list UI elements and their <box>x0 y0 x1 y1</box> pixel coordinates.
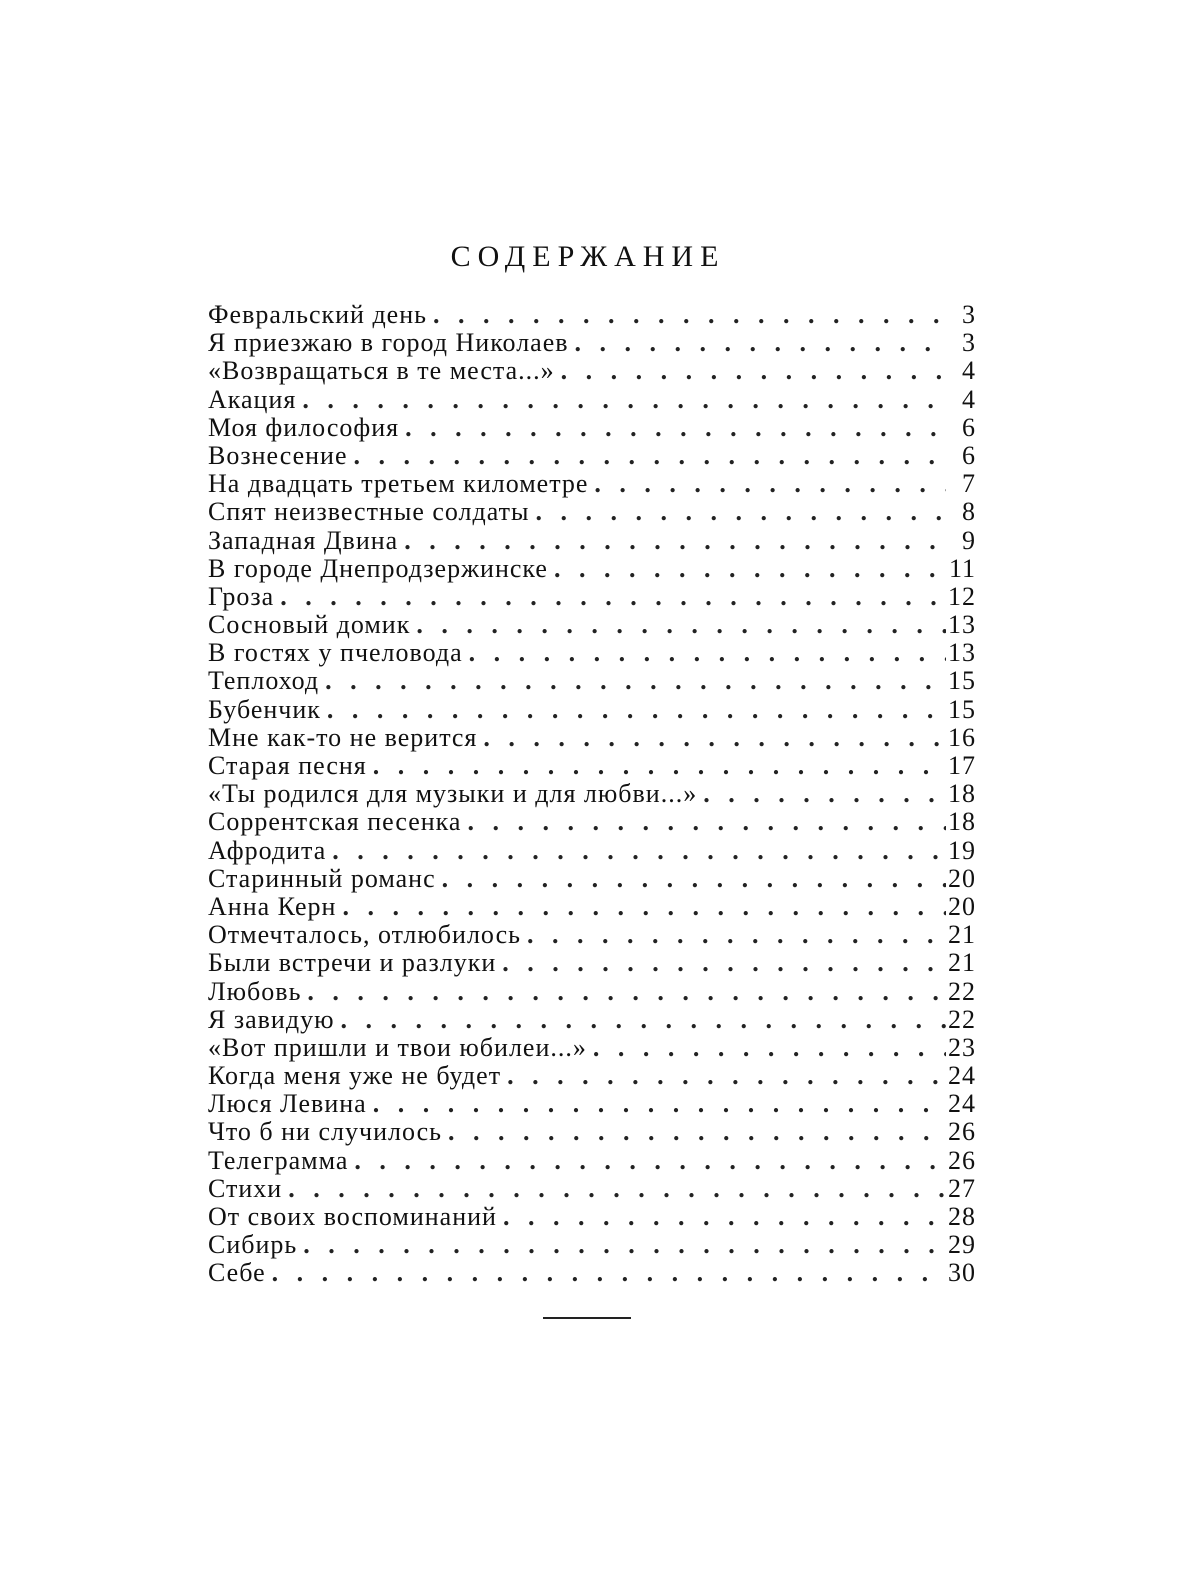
toc-entry <box>208 414 976 442</box>
toc-entry-page: 4 <box>962 356 976 386</box>
toc-entry-title: Спят неизвестные солдаты <box>208 497 530 527</box>
dot-leader <box>335 1006 947 1034</box>
page-title: СОДЕРЖАНИЕ <box>450 240 726 273</box>
toc-entry-title: «Ты родился для музыки и для любви...» <box>208 779 698 809</box>
toc-entry <box>208 611 976 639</box>
toc-entry <box>208 357 976 385</box>
toc-entry-page: 18 <box>948 779 976 809</box>
toc-entry <box>208 696 976 724</box>
toc-entry <box>208 837 976 865</box>
toc-entry-page: 13 <box>948 610 976 640</box>
toc-entry-page: 4 <box>962 384 976 414</box>
toc-entry-title: Отмечталось, отлюбилось <box>208 920 521 950</box>
toc-entry <box>208 1259 976 1287</box>
toc-entry-title: От своих воспоминаний <box>208 1202 497 1231</box>
toc-entry-page: 18 <box>948 807 976 837</box>
toc-entry-title: Моя философия <box>208 412 400 442</box>
toc-entry-title: Акация <box>208 384 297 414</box>
toc-entry <box>208 442 976 470</box>
toc-entry-title: Старая песня <box>208 751 367 780</box>
toc-entry-page: 13 <box>948 638 976 668</box>
toc-entry <box>208 1118 976 1146</box>
toc-entry-title: Сибирь <box>208 1230 298 1260</box>
toc-entry-title: Старинный романс <box>208 863 436 893</box>
dot-leader <box>347 442 946 470</box>
toc-entry <box>208 978 976 1006</box>
toc-entry <box>208 893 976 921</box>
toc-entry-page: 20 <box>948 863 976 893</box>
toc-entry <box>208 921 976 949</box>
toc-entry-page: 27 <box>948 1173 976 1203</box>
toc-entry-page: 21 <box>948 948 976 978</box>
dot-leader <box>497 1203 946 1231</box>
toc-entry-title: Когда меня уже не будет <box>208 1061 502 1091</box>
dot-leader <box>410 611 946 639</box>
toc-entry-page: 11 <box>948 553 976 583</box>
toc-entry-page: 15 <box>948 694 976 724</box>
toc-entry-page: 24 <box>948 1061 976 1091</box>
toc-entry-title: Афродита <box>208 835 327 865</box>
toc-entry-title: В городе Днепродзержинске <box>208 553 548 583</box>
dot-leader <box>555 357 946 385</box>
toc-entry <box>208 1175 976 1203</box>
dot-leader <box>442 1118 946 1146</box>
dot-leader <box>398 527 946 555</box>
toc-entry-title: «Вот пришли и твои юбилеи...» <box>208 1032 587 1062</box>
dot-leader <box>501 1062 946 1090</box>
toc-entry-page: 3 <box>962 328 976 358</box>
toc-entry <box>208 1147 976 1175</box>
dot-leader <box>321 696 946 724</box>
toc-entry <box>208 780 976 808</box>
toc-entry-page: 29 <box>948 1230 976 1260</box>
toc-entry <box>208 329 976 357</box>
toc-entry-title: Мне как-то не верится <box>208 722 478 752</box>
toc-entry-page: 23 <box>948 1032 976 1062</box>
toc-entry <box>208 1090 976 1118</box>
table-of-contents <box>208 301 976 1288</box>
toc-entry-title: Были встречи и разлуки <box>208 948 497 978</box>
dot-leader <box>529 498 946 526</box>
toc-entry-title: Телеграмма <box>208 1145 349 1175</box>
end-divider <box>543 1317 631 1319</box>
toc-entry-title: Вознесение <box>208 440 348 470</box>
toc-entry-page: 26 <box>948 1117 976 1147</box>
toc-entry-page: 12 <box>948 581 976 611</box>
toc-entry <box>208 865 976 893</box>
toc-entry-page: 21 <box>948 920 976 950</box>
toc-entry-title: «Возвращаться в те места...» <box>208 356 555 386</box>
toc-entry-title: Февральский день <box>208 300 427 329</box>
toc-entry-title: Анна Керн <box>208 891 337 921</box>
toc-entry-title: Что б ни случилось <box>208 1117 442 1147</box>
toc-entry-page: 19 <box>948 835 976 865</box>
toc-entry <box>208 498 976 526</box>
toc-entry <box>208 301 976 329</box>
toc-entry-page: 7 <box>962 469 976 499</box>
toc-entry <box>208 949 976 977</box>
dot-leader <box>548 555 946 583</box>
toc-entry-title: Стихи <box>208 1173 283 1203</box>
dot-leader <box>697 780 946 808</box>
toc-entry-page: 22 <box>948 976 976 1006</box>
toc-entry <box>208 639 976 667</box>
toc-entry-page: 9 <box>962 525 976 555</box>
toc-entry <box>208 583 976 611</box>
toc-entry-page: 30 <box>948 1258 976 1288</box>
toc-entry-page: 20 <box>948 891 976 921</box>
dot-leader <box>436 865 946 893</box>
toc-entry-title: Теплоход <box>208 666 320 696</box>
toc-entry-page: 24 <box>948 1089 976 1119</box>
toc-entry-title: Любовь <box>208 976 302 1006</box>
toc-entry <box>208 1231 976 1259</box>
toc-entry <box>208 1034 976 1062</box>
toc-entry-page: 16 <box>948 722 976 752</box>
dot-leader <box>521 921 946 949</box>
toc-entry-page: 22 <box>948 1004 976 1034</box>
dot-leader <box>266 1259 946 1287</box>
toc-entry-page: 8 <box>962 497 976 527</box>
toc-entry-title: Гроза <box>208 581 275 611</box>
toc-entry-title: Люся Левина <box>208 1089 367 1119</box>
toc-entry-title: На двадцать третьем километре <box>208 469 589 499</box>
dot-leader <box>274 583 946 611</box>
dot-leader <box>336 893 946 921</box>
toc-entry <box>208 1006 976 1034</box>
dot-leader <box>588 470 946 498</box>
dot-leader <box>399 414 946 442</box>
toc-entry <box>208 386 976 414</box>
dot-leader <box>348 1147 946 1175</box>
toc-entry-page: 3 <box>962 300 976 329</box>
dot-leader <box>461 808 946 836</box>
dot-leader <box>319 667 946 695</box>
toc-entry <box>208 724 976 752</box>
dot-leader <box>326 837 946 865</box>
toc-entry <box>208 808 976 836</box>
toc-entry-title: Себе <box>208 1258 266 1288</box>
toc-entry-title: Западная Двина <box>208 525 399 555</box>
dot-leader <box>477 724 946 752</box>
dot-leader <box>297 1231 946 1259</box>
toc-entry <box>208 667 976 695</box>
toc-entry-page: 28 <box>948 1202 976 1231</box>
dot-leader <box>463 639 946 667</box>
dot-leader <box>569 329 946 357</box>
dot-leader <box>282 1175 946 1203</box>
toc-entry-page: 6 <box>962 440 976 470</box>
dot-leader <box>367 752 946 780</box>
dot-leader <box>301 978 946 1006</box>
toc-entry-title: Соррентская песенка <box>208 807 462 837</box>
toc-entry <box>208 1203 976 1231</box>
toc-entry-title: Я завидую <box>208 1004 335 1034</box>
toc-entry <box>208 555 976 583</box>
dot-leader <box>496 949 946 977</box>
dot-leader <box>296 386 946 414</box>
toc-entry <box>208 1062 976 1090</box>
toc-entry-title: Сосновый домик <box>208 610 411 640</box>
toc-entry-page: 26 <box>948 1145 976 1175</box>
dot-leader <box>427 301 946 329</box>
toc-entry-title: Бубенчик <box>208 694 321 724</box>
toc-entry-title: В гостях у пчеловода <box>208 638 463 668</box>
dot-leader <box>587 1034 946 1062</box>
toc-entry <box>208 470 976 498</box>
toc-entry-title: Я приезжаю в город Николаев <box>208 328 569 358</box>
dot-leader <box>367 1090 946 1118</box>
toc-entry <box>208 527 976 555</box>
toc-entry-page: 6 <box>962 412 976 442</box>
toc-entry <box>208 752 976 780</box>
toc-entry-page: 15 <box>948 666 976 696</box>
toc-entry-page: 17 <box>948 751 976 780</box>
